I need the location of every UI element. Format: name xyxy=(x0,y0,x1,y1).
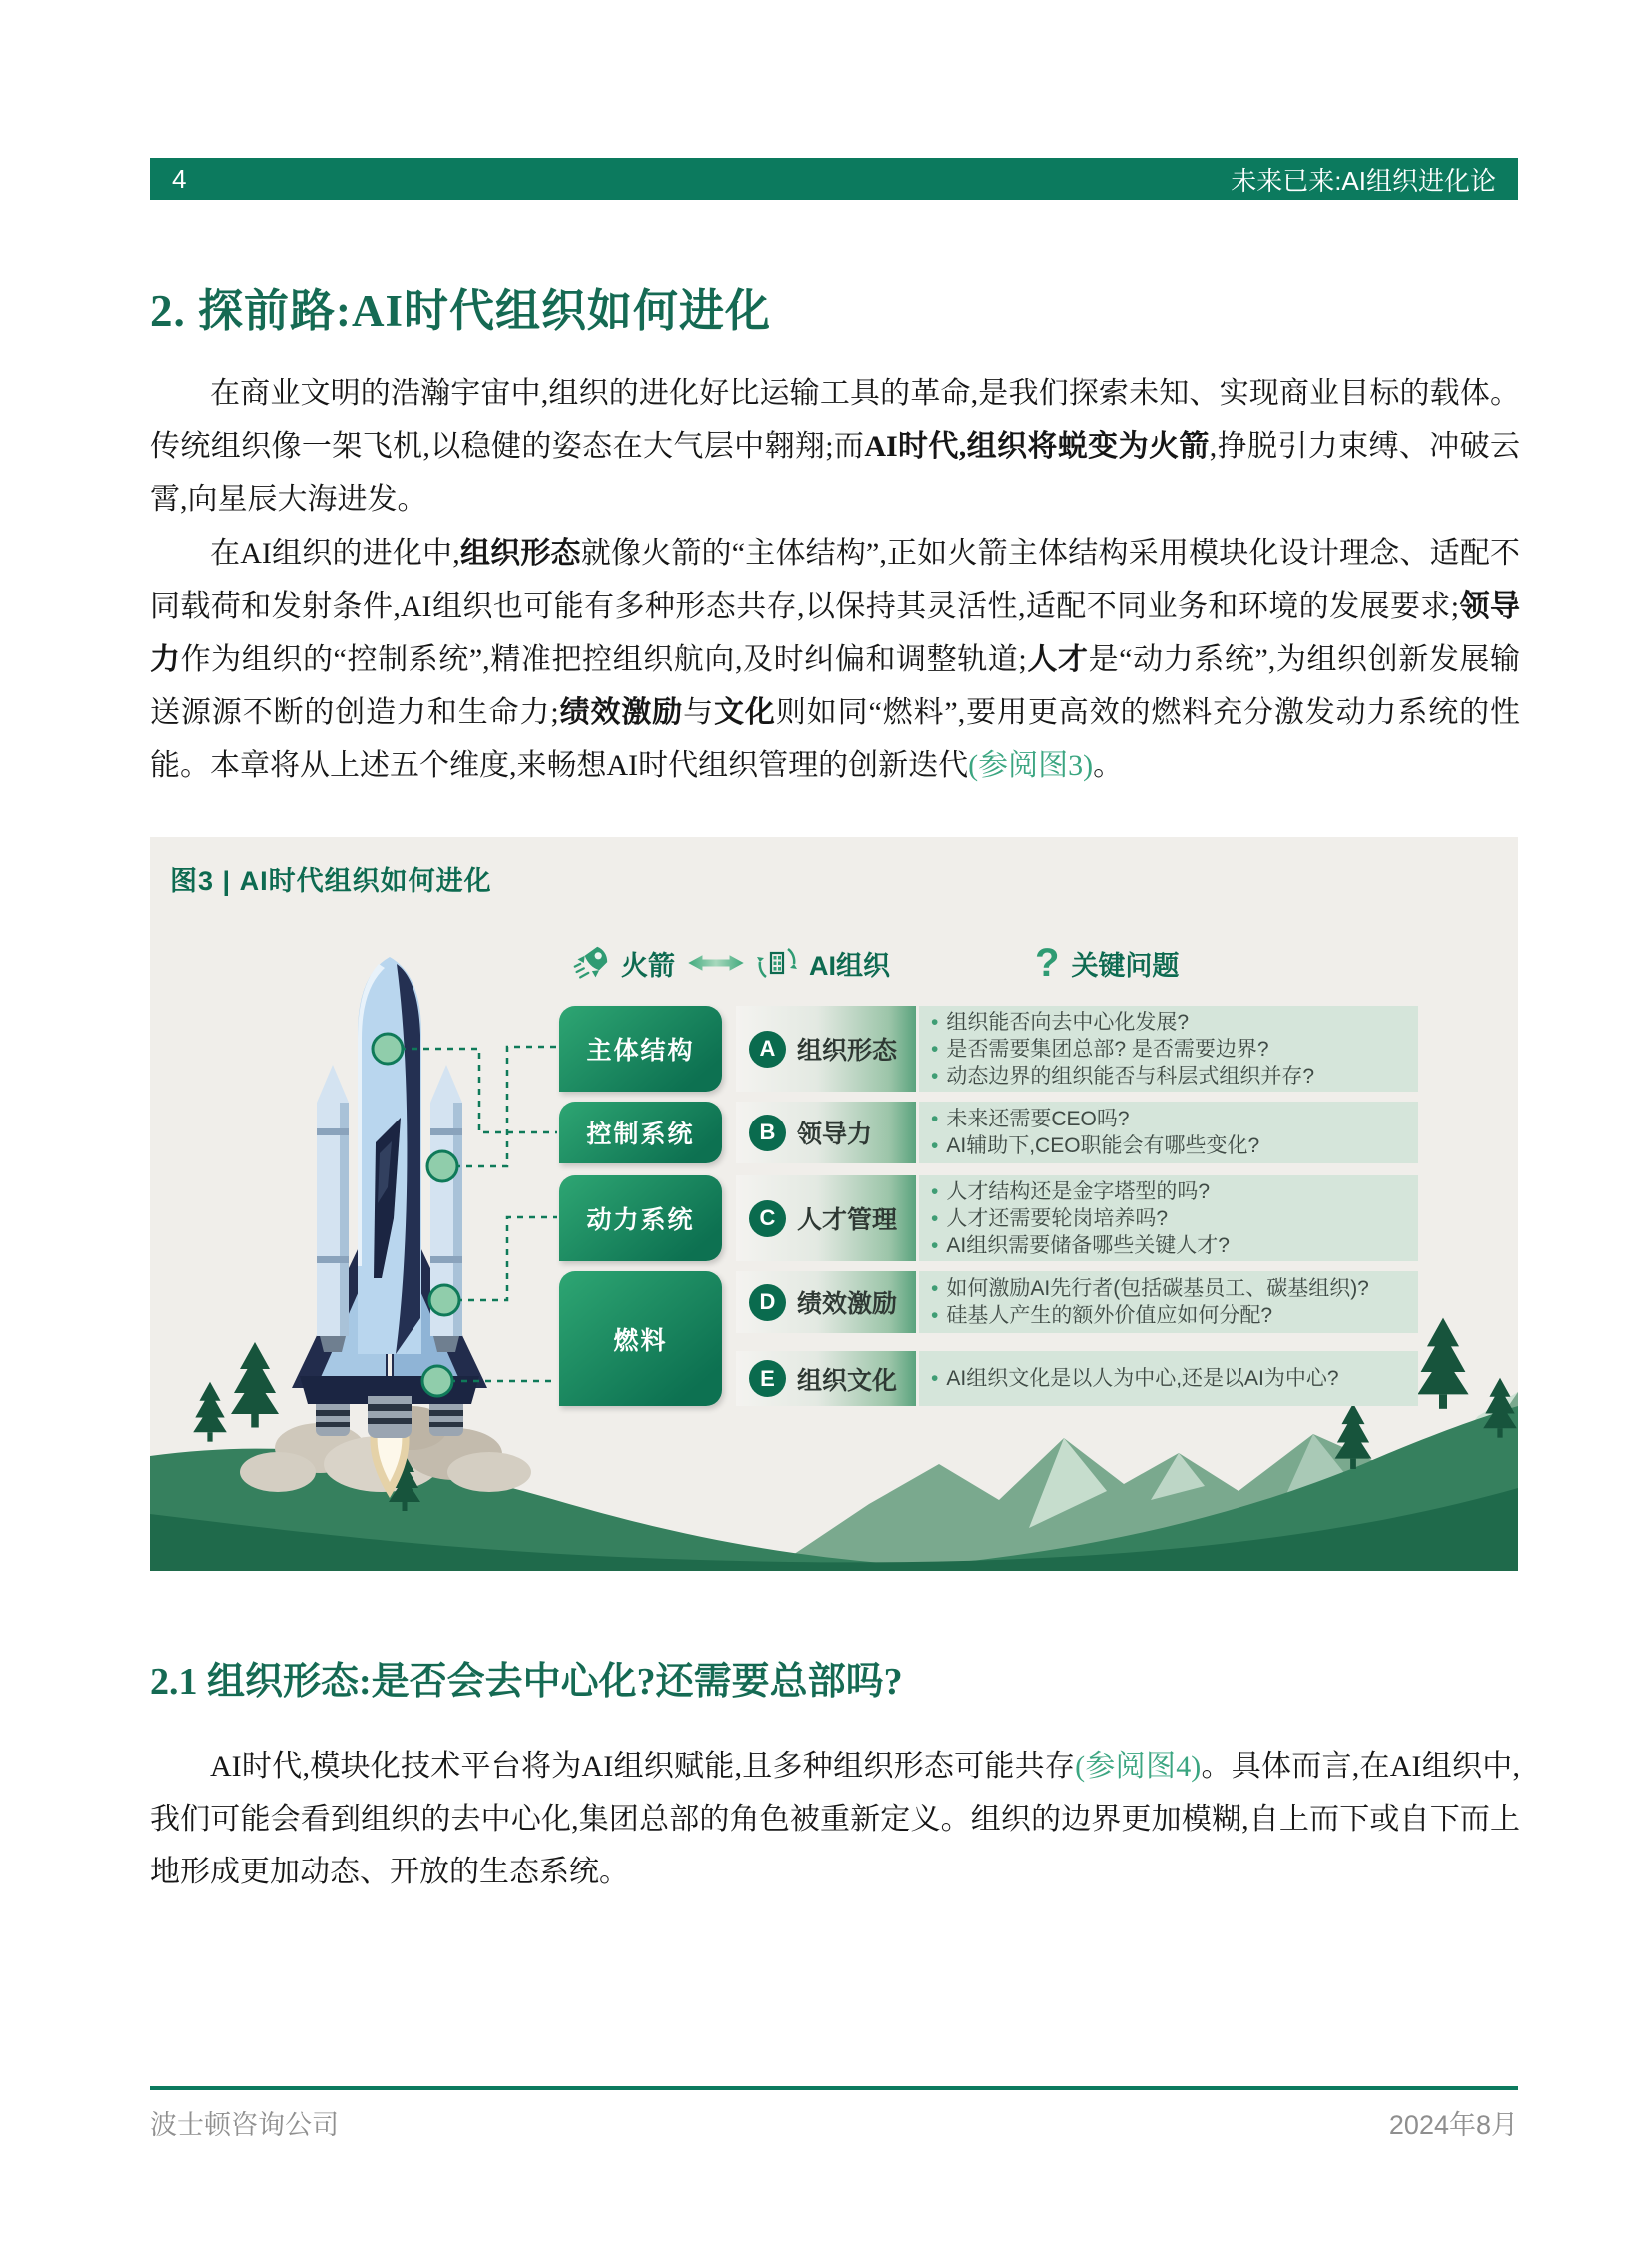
legend-org-label: AI组织 xyxy=(809,950,890,981)
dimension-label: 组织文化 xyxy=(797,1366,898,1395)
footer-divider xyxy=(150,2086,1518,2090)
figure-legend-right xyxy=(1035,935,1179,991)
question-item: • AI组织文化是以人为中心,还是以AI为中心? xyxy=(931,1365,1410,1392)
letter-badge-a: A xyxy=(749,1031,786,1068)
text-segment-bold: 领导力 xyxy=(150,590,1521,676)
legend-rocket-label: 火箭 xyxy=(621,950,675,981)
rocket-part-label-control: 控制系统 xyxy=(559,1102,722,1163)
question-item: • AI辅助下,CEO职能会有哪些变化? xyxy=(931,1132,1410,1159)
text-segment-bold: 人才 xyxy=(1026,643,1089,676)
text-segment: 。具体而言,在AI组织中,我们可能会看到组织的去中心化,集团总部的角色被重新定义。组织的边界更加模糊,自上而下或自下而上地形成更加动态、开放的生态系统。 xyxy=(150,1750,1521,1888)
figure-legend-left xyxy=(573,935,890,991)
text-segment: 。 xyxy=(1093,749,1124,782)
organization-icon xyxy=(757,943,797,983)
figure-4-reference-link[interactable]: (参阅图4) xyxy=(1075,1750,1202,1783)
question-panel-c xyxy=(919,1175,1418,1261)
dimension-cell-a xyxy=(736,1006,916,1092)
text-segment: ,挣脱引力束缚、冲破云霄,向星辰大海进发。 xyxy=(150,430,1520,516)
question-item: • 动态边界的组织能否与科层式组织并存? xyxy=(931,1063,1410,1090)
question-mark-icon: ? xyxy=(1035,941,1060,985)
question-item: • 人才还需要轮岗培养吗? xyxy=(931,1205,1410,1232)
dimension-cell-d xyxy=(736,1271,916,1333)
text-segment-bold: 文化 xyxy=(714,696,776,729)
question-item: • 人才结构还是金字塔型的吗? xyxy=(931,1178,1410,1205)
figure-title: 图3 | AI时代组织如何进化 xyxy=(170,866,492,896)
rocket-part-label-body: 主体结构 xyxy=(559,1006,722,1092)
paragraph-2 xyxy=(150,527,1520,792)
text-segment: 则如同“燃料”,要用更高效的燃料充分激发动力系统的性能。本章将从上述五个维度,来畅想AI时代组织管理的创新迭代 xyxy=(150,696,1521,782)
text-segment: 是“动力系统”,为组织创新发展输送源源不断的创造力和生命力; xyxy=(150,643,1521,729)
footer-date: 2024年8月 xyxy=(1388,2110,1518,2140)
question-panel-a xyxy=(919,1006,1418,1092)
paragraph-3 xyxy=(150,1740,1520,1898)
question-item: • 组织能否向去中心化发展? xyxy=(931,1009,1410,1036)
text-segment: 作为组织的“控制系统”,精准把控组织航向,及时纠偏和调整轨道; xyxy=(180,643,1027,676)
question-panel-b xyxy=(919,1102,1418,1163)
letter-badge-b: B xyxy=(749,1115,786,1151)
text-segment: 在商业文明的浩瀚宇宙中,组织的进化好比运输工具的革命,是我们探索未知、实现商业目标的载体。传统组织像一架飞机,以稳健的姿态在大气层中翱翔;而 xyxy=(150,377,1520,463)
page-footer xyxy=(150,2103,1518,2142)
question-item: • 是否需要集团总部? 是否需要边界? xyxy=(931,1036,1410,1063)
figure-3-reference-link[interactable]: (参阅图3) xyxy=(968,749,1094,782)
text-segment: 就像火箭的“主体结构”,正如火箭主体结构采用模块化设计理念、适配不同载荷和发射条件,AI组织也可能有多种形态共存,以保持其灵活性,适配不同业务和环境的发展要求; xyxy=(150,537,1521,623)
section-2-1-heading: 2.1 组织形态:是否会去中心化?还需要总部吗? xyxy=(150,1661,903,1703)
text-segment: 与 xyxy=(683,696,715,729)
legend-question-label: 关键问题 xyxy=(1071,950,1180,981)
text-segment: AI时代,模块化技术平台将为AI组织赋能,且多种组织形态可能共存 xyxy=(210,1750,1076,1783)
text-segment-bold: AI时代,组织将蜕变为火箭 xyxy=(864,430,1210,463)
figure-3 xyxy=(150,837,1518,1571)
page-header-bar xyxy=(150,158,1518,200)
double-arrow-icon xyxy=(687,950,745,976)
rocket-part-label-fuel: 燃料 xyxy=(559,1271,722,1406)
text-segment-bold: 组织形态 xyxy=(459,537,581,570)
question-item: • 如何激励AI先行者(包括碳基员工、碳基组织)? xyxy=(931,1275,1410,1302)
page-number: 4 xyxy=(172,163,187,194)
rocket-part-label-power: 动力系统 xyxy=(559,1175,722,1261)
dimension-label: 绩效激励 xyxy=(797,1290,898,1318)
footer-company: 波士顿咨询公司 xyxy=(150,2110,339,2140)
dimension-label: 领导力 xyxy=(797,1120,873,1148)
section-2-heading: 2. 探前路:AI时代组织如何进化 xyxy=(150,286,771,336)
question-panel-e xyxy=(919,1351,1418,1406)
rocket-icon xyxy=(573,945,609,981)
dimension-label: 组织形态 xyxy=(797,1037,898,1065)
letter-badge-c: C xyxy=(749,1200,786,1237)
dimension-cell-c xyxy=(736,1175,916,1261)
letter-badge-e: E xyxy=(749,1360,786,1397)
dimension-cell-b xyxy=(736,1102,916,1163)
dimension-label: 人才管理 xyxy=(797,1206,898,1234)
question-item: • 未来还需要CEO吗? xyxy=(931,1106,1410,1132)
letter-badge-d: D xyxy=(749,1284,786,1321)
document-title: 未来已来:AI组织进化论 xyxy=(1231,165,1496,196)
question-panel-d xyxy=(919,1271,1418,1333)
text-segment: 在AI组织的进化中, xyxy=(210,537,460,570)
paragraph-1 xyxy=(150,368,1520,526)
text-segment-bold: 绩效激励 xyxy=(558,696,684,729)
dimension-cell-e xyxy=(736,1351,916,1406)
question-item: • AI组织需要储备哪些关键人才? xyxy=(931,1232,1410,1259)
question-item: • 硅基人产生的额外价值应如何分配? xyxy=(931,1302,1410,1329)
